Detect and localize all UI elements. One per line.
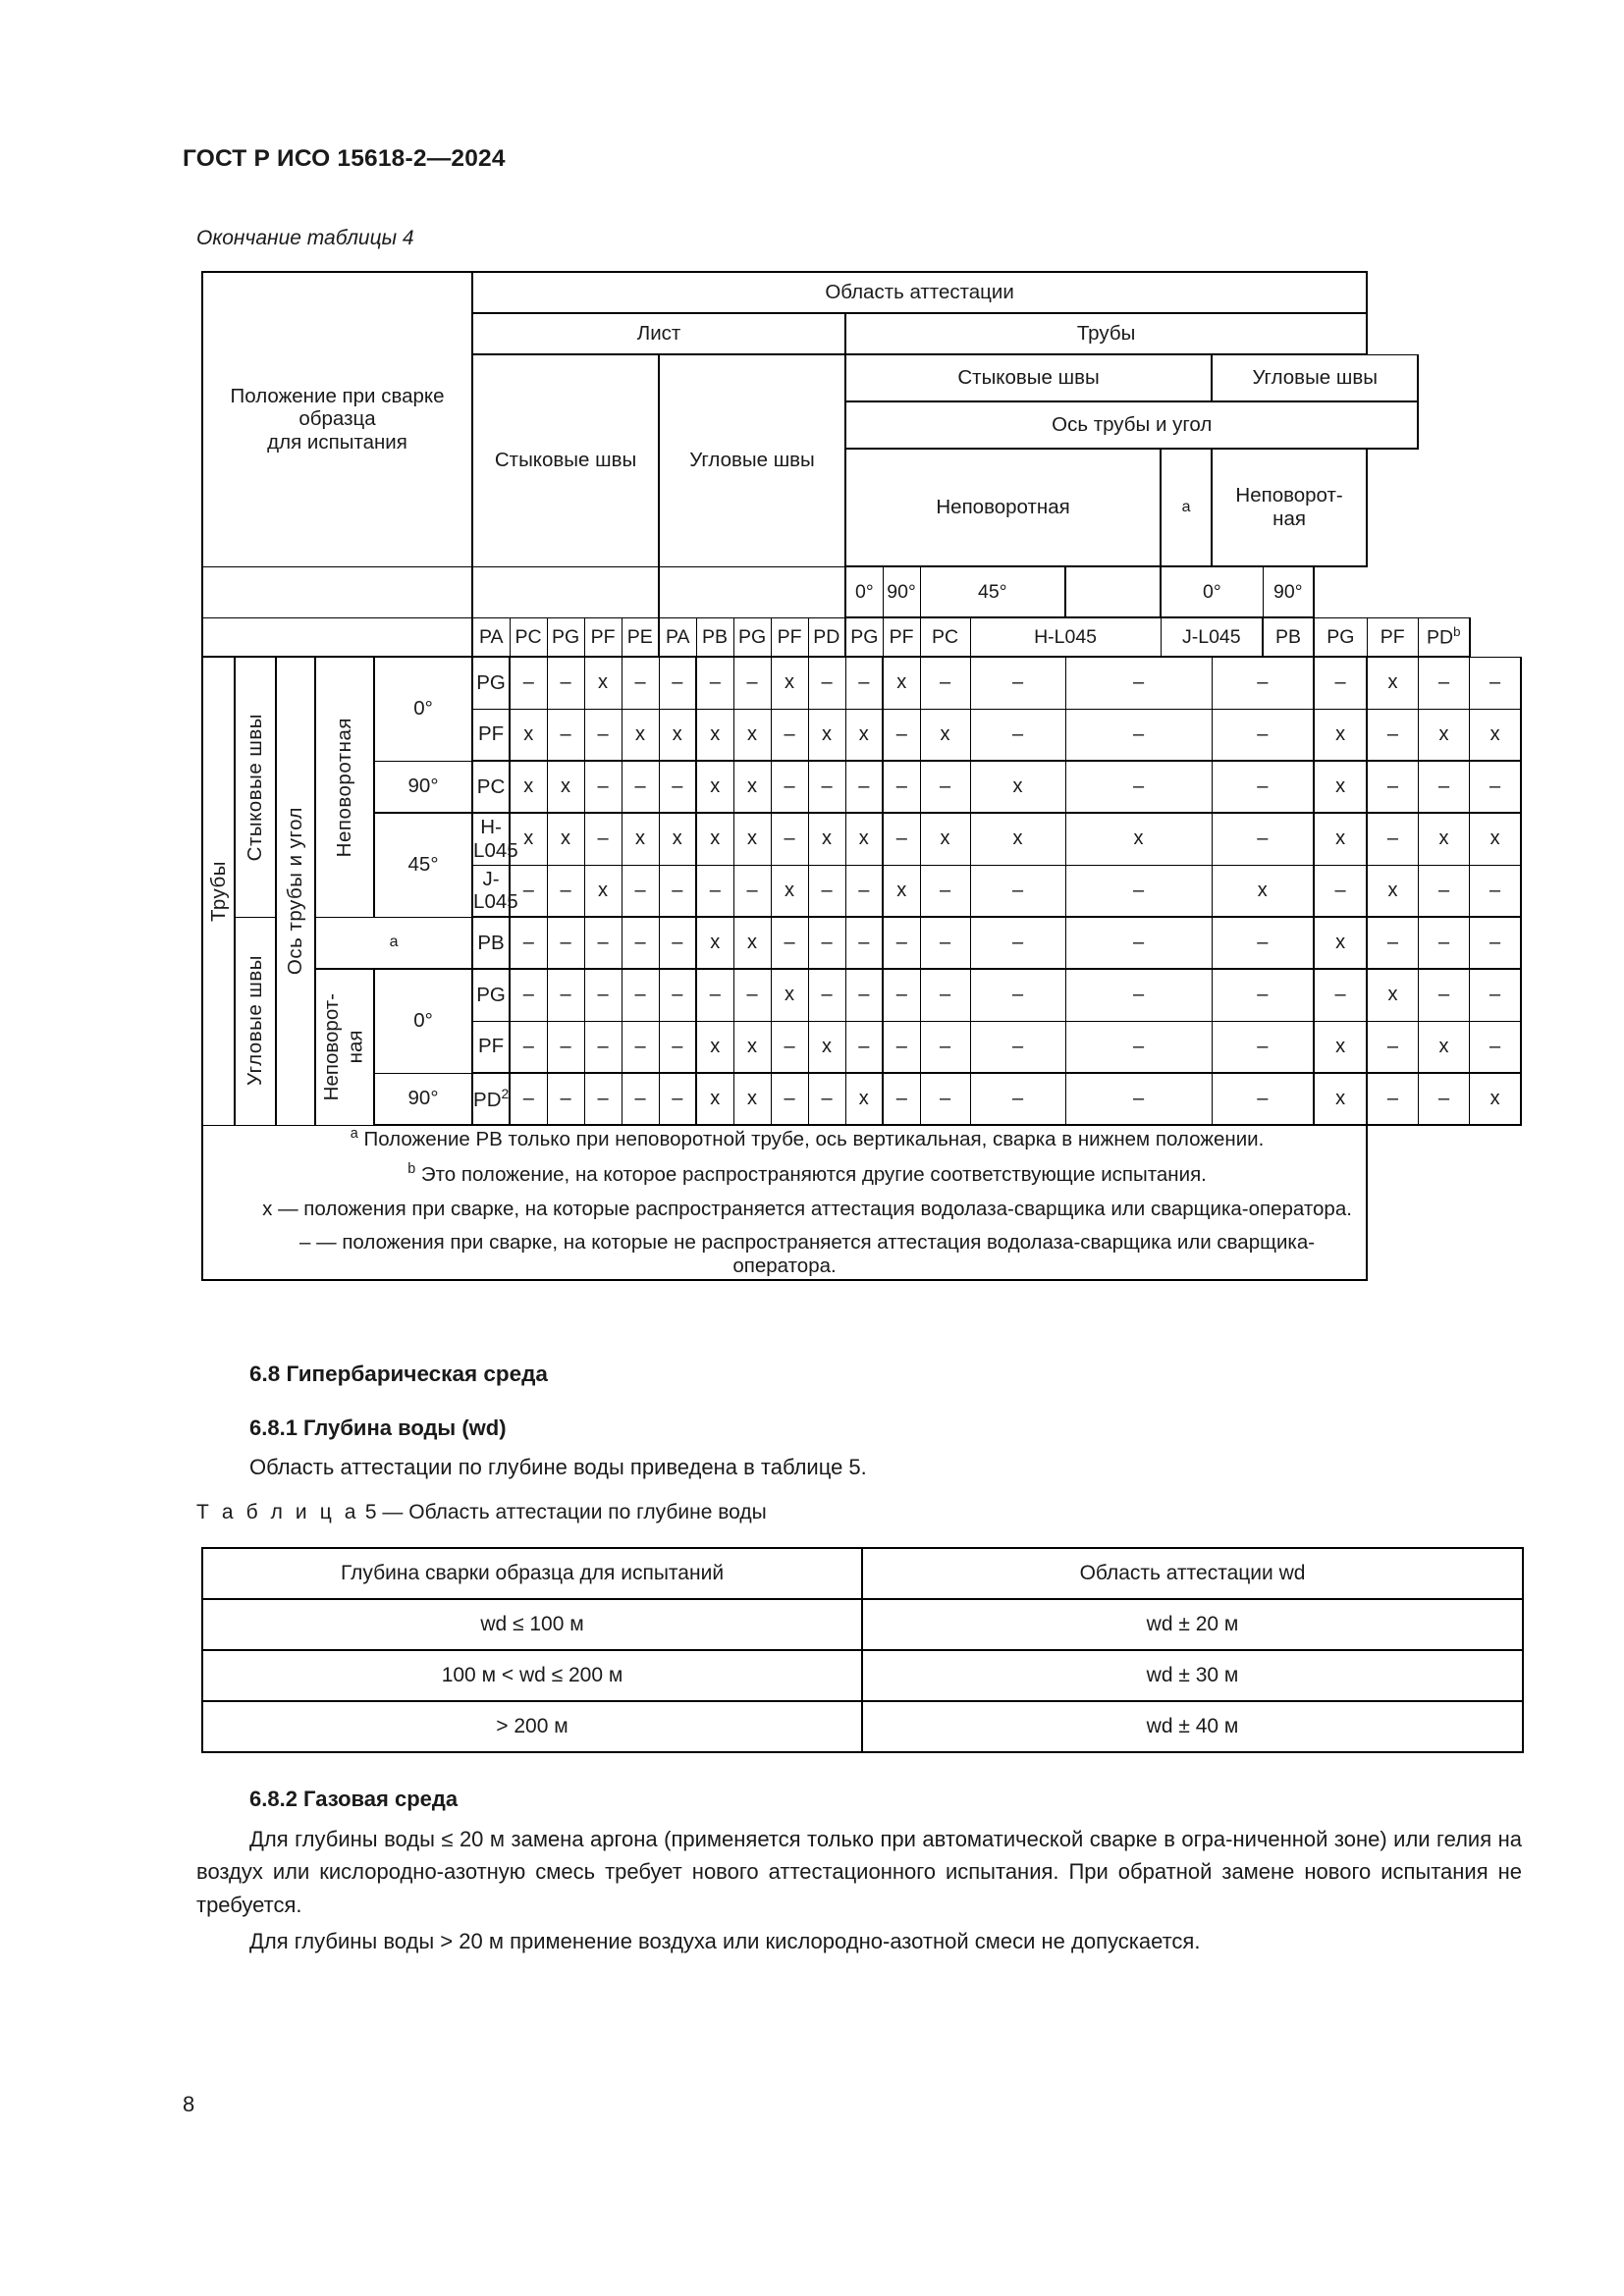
table-4-stub-angle-90-butt: 90°: [374, 761, 472, 813]
table-4-stub-nr2-line1: Неповорот-: [320, 993, 344, 1101]
table-4-stub-non-rotating-1: [315, 657, 374, 917]
table-4-cell: x: [970, 813, 1065, 865]
table-4-footnote-dash: – — положения при сварке, на которые не распространяется аттестация водолаза-сварщика или сварщика-оператора.: [299, 1231, 1316, 1277]
table-4-cell: x: [696, 813, 733, 865]
table-4-cell: –: [1212, 969, 1314, 1021]
table-4-cell: –: [771, 1021, 808, 1073]
table-4-stub-spacer-2: [202, 617, 472, 657]
table-4: [201, 271, 1522, 1281]
table-4-cell: –: [659, 657, 696, 709]
table-row: [202, 761, 1521, 813]
table-4-cell: x: [547, 761, 584, 813]
table-4-row-position-pd-text: PD: [473, 1089, 502, 1112]
table-4-cell: –: [1065, 1021, 1212, 1073]
table-4-cell: x: [808, 813, 845, 865]
table-4-cell: –: [1418, 1073, 1469, 1125]
table-4-cell: –: [1065, 761, 1212, 813]
table-4-angle-90-fillet: 90°: [1263, 566, 1314, 617]
table-4-stub-nr2-line2: ная: [345, 1030, 367, 1064]
running-header: ГОСТ Р ИСО 15618-2—2024: [183, 145, 506, 172]
table-4-stub-pipes-label: Трубы: [206, 860, 230, 922]
table-4-cell: x: [547, 813, 584, 865]
table-4-cell: –: [622, 917, 659, 969]
table-row: [202, 969, 1521, 1021]
table-4-cell: –: [1367, 813, 1418, 865]
table-4-cell: –: [920, 865, 970, 917]
table-4-col-code: J-L045: [1161, 617, 1263, 657]
table-4-cell: x: [510, 761, 547, 813]
table-4-cell: –: [970, 1073, 1065, 1125]
table-4-cell: –: [584, 1073, 622, 1125]
table-4-cell: –: [970, 969, 1065, 1021]
table-4-cell: x: [1418, 813, 1469, 865]
table-4-cell: –: [510, 969, 547, 1021]
table-4-cell: –: [883, 1073, 920, 1125]
table-4-footnote-a-text: Положение PB только при неповоротной трубе, ось вертикальная, сварка в нижнем положении.: [357, 1127, 1265, 1150]
table-4-cell: –: [845, 865, 883, 917]
table-4-cell: –: [1470, 1021, 1521, 1073]
table-4-cell: x: [1314, 1021, 1367, 1073]
table-4-cell: –: [733, 865, 771, 917]
table-4-cell: –: [1470, 657, 1521, 709]
table-4-stub-header-line2: для испытания: [267, 431, 407, 454]
table-4-stub-angle-0-butt: 0°: [374, 657, 472, 761]
table-4-cell: x: [1314, 813, 1367, 865]
table-4-cell: –: [920, 969, 970, 1021]
table-4-continuation-label: Окончание таблицы 4: [196, 227, 414, 249]
table-4-cell: –: [622, 761, 659, 813]
table-4-cell: x: [845, 813, 883, 865]
table-4-col-code: PF: [584, 617, 622, 657]
table-row: [202, 813, 1521, 865]
table-4-cell: –: [1470, 761, 1521, 813]
table-4-cell: –: [1065, 917, 1212, 969]
paragraph-6-8-2-first: Для глубины воды ≤ 20 м замена аргона (применяется только при автоматической сварке в огра-ниченной зоне) или гелия на воздух или кислородно-азотную смесь требует нового аттестационного испытания. При обратной замене нового испытания не требуется.: [196, 1827, 1522, 1917]
table-4-cell: –: [733, 969, 771, 1021]
table-4-cell: –: [1314, 865, 1367, 917]
table-4-cell: –: [920, 761, 970, 813]
table-4-cell: x: [622, 709, 659, 761]
table-4-angle-0-butt: 0°: [845, 566, 883, 617]
table-4-cell: –: [1367, 1021, 1418, 1073]
table-row: [202, 1650, 1523, 1701]
table-4-rotation-non-rotating-butt: Неповоротная: [845, 449, 1161, 566]
table-4-cell: x: [733, 1021, 771, 1073]
table-4-cell: x: [920, 813, 970, 865]
table-4-stub-header: [202, 272, 472, 566]
table-4-row-position: PG: [472, 657, 510, 709]
table-4-col-code-pd-sup: b: [1453, 624, 1461, 640]
table-4-row-position-pd: [472, 1073, 510, 1125]
table-5-grid: [201, 1547, 1524, 1753]
table-4-cell: x: [920, 709, 970, 761]
table-4-cell: –: [1470, 969, 1521, 1021]
table-4-cell: –: [622, 657, 659, 709]
table-row: [202, 917, 1521, 969]
table-4-col-code: PG: [733, 617, 771, 657]
table-4-cell: –: [1212, 917, 1314, 969]
table-4-cell: –: [547, 1073, 584, 1125]
table-4-cell: –: [845, 969, 883, 1021]
table-4-angle-pb-spacer: [1065, 566, 1161, 617]
table-4-cell: x: [696, 1021, 733, 1073]
table-4-col-code: PE: [622, 617, 659, 657]
table-4-cell: x: [771, 969, 808, 1021]
table-4-cell: x: [845, 1073, 883, 1125]
table-row: [202, 1701, 1523, 1752]
table-4-cell: –: [808, 865, 845, 917]
table-4-cell: x: [584, 657, 622, 709]
table-4-col-code: PG: [845, 617, 883, 657]
table-4-cell: –: [845, 1021, 883, 1073]
table-4-stub-non-rotating-2-label: [320, 993, 368, 1100]
table-4-stub-non-rotating-1-label: Неповоротная: [333, 717, 356, 857]
table-4-col-code: PG: [547, 617, 584, 657]
table-4-cell: –: [1367, 917, 1418, 969]
table-4-cell: x: [696, 1073, 733, 1125]
table-4-group-pipes: Трубы: [845, 313, 1367, 354]
table-4-cell: –: [1367, 1073, 1418, 1125]
table-5-caption-number: 5: [364, 1501, 377, 1523]
table-5: [201, 1547, 1522, 1753]
table-4-cell: x: [1065, 813, 1212, 865]
table-4-cell: –: [1065, 657, 1212, 709]
table-4-stub-axis-angle-label: Ось трубы и угол: [284, 807, 307, 976]
table-4-cell: –: [1212, 709, 1314, 761]
table-4-cell: –: [1418, 969, 1469, 1021]
table-row: [202, 1599, 1523, 1650]
table-4-cell: –: [970, 1021, 1065, 1073]
table-4-col-code: PD: [808, 617, 845, 657]
table-4-cell: x: [622, 813, 659, 865]
table-4-stub-fillet-welds-label: Угловые швы: [244, 955, 267, 1087]
table-5-cell: 100 м < wd ≤ 200 м: [202, 1650, 862, 1701]
table-4-cell: –: [1065, 709, 1212, 761]
table-4-cell: –: [547, 709, 584, 761]
table-4-cell: –: [1212, 1073, 1314, 1125]
table-4-col-code: PB: [1263, 617, 1314, 657]
table-4-cell: –: [883, 969, 920, 1021]
table-4-cell: –: [808, 917, 845, 969]
table-5-caption: [196, 1501, 767, 1524]
table-4-cell: x: [1314, 709, 1367, 761]
table-4-stub-footnote-a: a: [315, 917, 472, 969]
table-4-cell: –: [733, 657, 771, 709]
table-4-cell: x: [733, 761, 771, 813]
table-4-cell: –: [510, 1073, 547, 1125]
table-4-group-sheet: Лист: [472, 313, 845, 354]
table-4-cell: –: [771, 917, 808, 969]
table-4-col-code: PG: [1314, 617, 1367, 657]
table-row: [202, 657, 1521, 709]
table-4-cell: –: [883, 761, 920, 813]
table-4-cell: –: [584, 969, 622, 1021]
table-4-footnote-a-marker: a: [350, 1126, 358, 1142]
table-4-sheet-fillet-spacer: [659, 566, 845, 617]
table-5-cell: wd ± 30 м: [862, 1650, 1523, 1701]
table-4-cell: x: [1367, 865, 1418, 917]
table-4-cell: x: [1418, 709, 1469, 761]
table-4-cell: x: [1418, 1021, 1469, 1073]
table-4-cell: –: [622, 1021, 659, 1073]
table-4-cell: x: [696, 709, 733, 761]
table-4-rotation-fillet-line1: Неповорот-: [1235, 484, 1343, 507]
table-4-footnote-b-marker: b: [407, 1161, 416, 1178]
table-4-stub-butt-welds: [235, 657, 276, 917]
table-4-cell: –: [920, 1021, 970, 1073]
table-4-cell: x: [771, 865, 808, 917]
table-4-row-position: PC: [472, 761, 510, 813]
table-4-cell: x: [696, 761, 733, 813]
table-4-cell: x: [970, 761, 1065, 813]
table-5-cell: > 200 м: [202, 1701, 862, 1752]
table-5-caption-text: — Область аттестации по глубине воды: [382, 1501, 767, 1523]
table-4-col-code-pd: [1418, 617, 1469, 657]
table-4-cell: –: [547, 917, 584, 969]
table-4-cell: x: [584, 865, 622, 917]
table-4-cell: –: [584, 1021, 622, 1073]
table-4-cell: x: [510, 813, 547, 865]
table-4-cell: –: [845, 657, 883, 709]
table-4-rotation-footnote-a: a: [1161, 449, 1212, 566]
table-4-cell: x: [733, 1073, 771, 1125]
table-4-cell: –: [1470, 865, 1521, 917]
table-4-cell: x: [845, 709, 883, 761]
table-4-cell: –: [920, 657, 970, 709]
table-4-angle-90-butt: 90°: [883, 566, 920, 617]
table-4-row-position: PG: [472, 969, 510, 1021]
table-4-cell: –: [970, 709, 1065, 761]
table-5-header-range: Область аттестации wd: [862, 1548, 1523, 1599]
table-4-cell: –: [808, 657, 845, 709]
table-4-cell: –: [1418, 917, 1469, 969]
table-4-cell: –: [970, 865, 1065, 917]
table-4-cell: –: [584, 709, 622, 761]
table-4-col-code: PA: [472, 617, 510, 657]
table-4-cell: x: [1470, 1073, 1521, 1125]
table-4-cell: x: [883, 865, 920, 917]
table-4-row-position: PF: [472, 1021, 510, 1073]
table-4-stub-pipes: [202, 657, 235, 1125]
table-4-cell: –: [920, 1073, 970, 1125]
table-4-cell: –: [1314, 657, 1367, 709]
table-4-cell: –: [1212, 657, 1314, 709]
table-4-cell: x: [1212, 865, 1314, 917]
table-4-cell: –: [659, 969, 696, 1021]
table-4-col-code: PC: [510, 617, 547, 657]
table-4-row-position: PB: [472, 917, 510, 969]
table-4-pipe-butt-welds: Стыковые швы: [845, 354, 1212, 401]
heading-6-8: 6.8 Гипербарическая среда: [249, 1362, 548, 1386]
table-4-footnote-x: x — положения при сварке, на которые распространяется аттестация водолаза-сварщика или сварщика-оператора.: [262, 1197, 1352, 1220]
table-4-cell: –: [970, 657, 1065, 709]
table-row: [202, 1073, 1521, 1125]
table-4-row-position-pd-sup: 2: [501, 1086, 510, 1102]
table-4-col-code-pd-text: PD: [1427, 626, 1454, 649]
paragraph-6-8-2-second: Для глубины воды > 20 м применение воздуха или кислородно-азотной смеси не допускается.: [249, 1929, 1201, 1953]
table-4-footnote-b: [203, 1161, 1366, 1186]
table-4-cell: –: [547, 657, 584, 709]
table-4-col-code: PF: [1367, 617, 1418, 657]
table-4-cell: –: [970, 917, 1065, 969]
table-4-grid: [201, 271, 1522, 1281]
table-4-cell: –: [510, 917, 547, 969]
table-4-cell: –: [883, 709, 920, 761]
table-4-pipe-fillet-welds: Угловые швы: [1212, 354, 1418, 401]
table-4-cell: –: [659, 1021, 696, 1073]
table-4-cell: –: [771, 761, 808, 813]
table-4-col-code: PF: [771, 617, 808, 657]
page-number: 8: [183, 2092, 195, 2116]
table-4-cell: x: [1314, 1073, 1367, 1125]
paragraph-6-8-1-body: Область аттестации по глубине воды приведена в таблице 5.: [249, 1455, 867, 1479]
table-4-rotation-fillet-line2: ная: [1272, 507, 1306, 530]
table-4-cell: –: [845, 761, 883, 813]
table-4-row-position: PF: [472, 709, 510, 761]
table-4-row-position: J-L045: [472, 865, 510, 917]
table-4-cell: –: [1470, 917, 1521, 969]
table-4-cell: –: [659, 917, 696, 969]
table-4-axis-and-angle: Ось трубы и угол: [845, 401, 1418, 449]
table-4-angle-45-butt: 45°: [920, 566, 1065, 617]
table-4-footnote-b-text: Это положение, на которое распространяются другие соответствующие испытания.: [415, 1163, 1207, 1187]
table-4-stub-butt-welds-label: Стыковые швы: [244, 713, 267, 861]
table-4-sheet-butt-spacer: [472, 566, 659, 617]
table-4-cell: –: [808, 761, 845, 813]
table-4-col-code: PB: [696, 617, 733, 657]
table-4-cell: –: [659, 865, 696, 917]
table-4-cell: –: [622, 969, 659, 1021]
table-5-header-depth: Глубина сварки образца для испытаний: [202, 1548, 862, 1599]
table-4-cell: –: [1418, 865, 1469, 917]
table-4-cell: –: [547, 865, 584, 917]
table-4-cell: –: [659, 761, 696, 813]
table-4-sheet-butt-welds: Стыковые швы: [472, 354, 659, 566]
table-4-cell: –: [883, 1021, 920, 1073]
table-4-cell: –: [622, 865, 659, 917]
table-4-cell: –: [1212, 1021, 1314, 1073]
table-4-cell: x: [1367, 657, 1418, 709]
heading-6-8-2: 6.8.2 Газовая среда: [249, 1787, 459, 1811]
table-4-cell: –: [696, 865, 733, 917]
table-4-cell: x: [659, 813, 696, 865]
table-4-cell: –: [547, 969, 584, 1021]
table-4-col-code: PA: [659, 617, 696, 657]
table-4-cell: x: [733, 917, 771, 969]
table-4-cell: –: [771, 1073, 808, 1125]
table-4-cell: –: [510, 1021, 547, 1073]
table-4-cell: –: [883, 813, 920, 865]
table-4-cell: –: [696, 657, 733, 709]
table-4-cell: –: [1065, 969, 1212, 1021]
table-4-cell: –: [1367, 709, 1418, 761]
table-4-col-code: PC: [920, 617, 970, 657]
table-4-stub-angle-0-fillet: 0°: [374, 969, 472, 1073]
table-4-cell: –: [547, 1021, 584, 1073]
table-4-stub-fillet-welds: [235, 917, 276, 1125]
table-4-cell: –: [584, 813, 622, 865]
table-4-cell: –: [510, 865, 547, 917]
table-4-rotation-non-rotating-fillet: [1212, 449, 1367, 566]
table-4-cell: –: [920, 917, 970, 969]
table-4-cell: –: [845, 917, 883, 969]
table-5-cell: wd ≤ 100 м: [202, 1599, 862, 1650]
table-4-cell: x: [1314, 917, 1367, 969]
table-4-cell: –: [1212, 761, 1314, 813]
table-4-cell: x: [1470, 813, 1521, 865]
table-4-cell: –: [1065, 1073, 1212, 1125]
table-4-cell: –: [883, 917, 920, 969]
table-4-cell: x: [1470, 709, 1521, 761]
table-4-cell: –: [1065, 865, 1212, 917]
table-4-cell: –: [771, 813, 808, 865]
table-4-cell: x: [1367, 969, 1418, 1021]
table-4-stub-angle-45-butt: 45°: [374, 813, 472, 917]
table-4-cell: x: [696, 917, 733, 969]
table-4-angle-0-fillet: 0°: [1161, 566, 1263, 617]
table-4-cell: x: [733, 813, 771, 865]
table-4-col-code: H-L045: [970, 617, 1161, 657]
table-4-cell: x: [659, 709, 696, 761]
table-4-cell: x: [808, 1021, 845, 1073]
table-4-cell: –: [584, 761, 622, 813]
table-4-cell: x: [883, 657, 920, 709]
table-4-cell: –: [808, 1073, 845, 1125]
table-4-sheet-fillet-welds: Угловые швы: [659, 354, 845, 566]
table-4-stub-spacer: [202, 566, 472, 617]
table-4-cell: –: [696, 969, 733, 1021]
table-4-spanner-qualification-range: Область аттестации: [472, 272, 1367, 313]
table-4-cell: –: [659, 1073, 696, 1125]
table-4-stub-axis-angle: [276, 657, 315, 1125]
table-4-cell: –: [584, 917, 622, 969]
table-5-caption-prefix: Т а б л и ц а: [196, 1501, 360, 1523]
table-4-col-code: PF: [883, 617, 920, 657]
table-5-cell: wd ± 20 м: [862, 1599, 1523, 1650]
table-4-cell: –: [1314, 969, 1367, 1021]
heading-6-8-1: 6.8.1 Глубина воды (wd): [249, 1415, 507, 1440]
table-4-row-position: H-L045: [472, 813, 510, 865]
table-4-cell: –: [622, 1073, 659, 1125]
table-4-footnotes: [202, 1125, 1367, 1280]
table-4-cell: x: [510, 709, 547, 761]
table-4-cell: –: [510, 657, 547, 709]
table-4-cell: –: [1212, 813, 1314, 865]
table-4-cell: x: [771, 657, 808, 709]
table-4-stub-header-line1: Положение при сварке образца: [230, 384, 445, 431]
table-5-cell: wd ± 40 м: [862, 1701, 1523, 1752]
table-4-cell: x: [808, 709, 845, 761]
table-4-cell: –: [771, 709, 808, 761]
table-4-footnote-a: [203, 1126, 1366, 1150]
table-4-cell: x: [1314, 761, 1367, 813]
table-4-cell: x: [733, 709, 771, 761]
table-4-stub-non-rotating-2: [315, 969, 374, 1125]
table-4-cell: –: [1367, 761, 1418, 813]
table-4-stub-angle-90-fillet: 90°: [374, 1073, 472, 1125]
table-4-cell: –: [1418, 657, 1469, 709]
table-4-cell: –: [1418, 761, 1469, 813]
table-4-cell: –: [808, 969, 845, 1021]
